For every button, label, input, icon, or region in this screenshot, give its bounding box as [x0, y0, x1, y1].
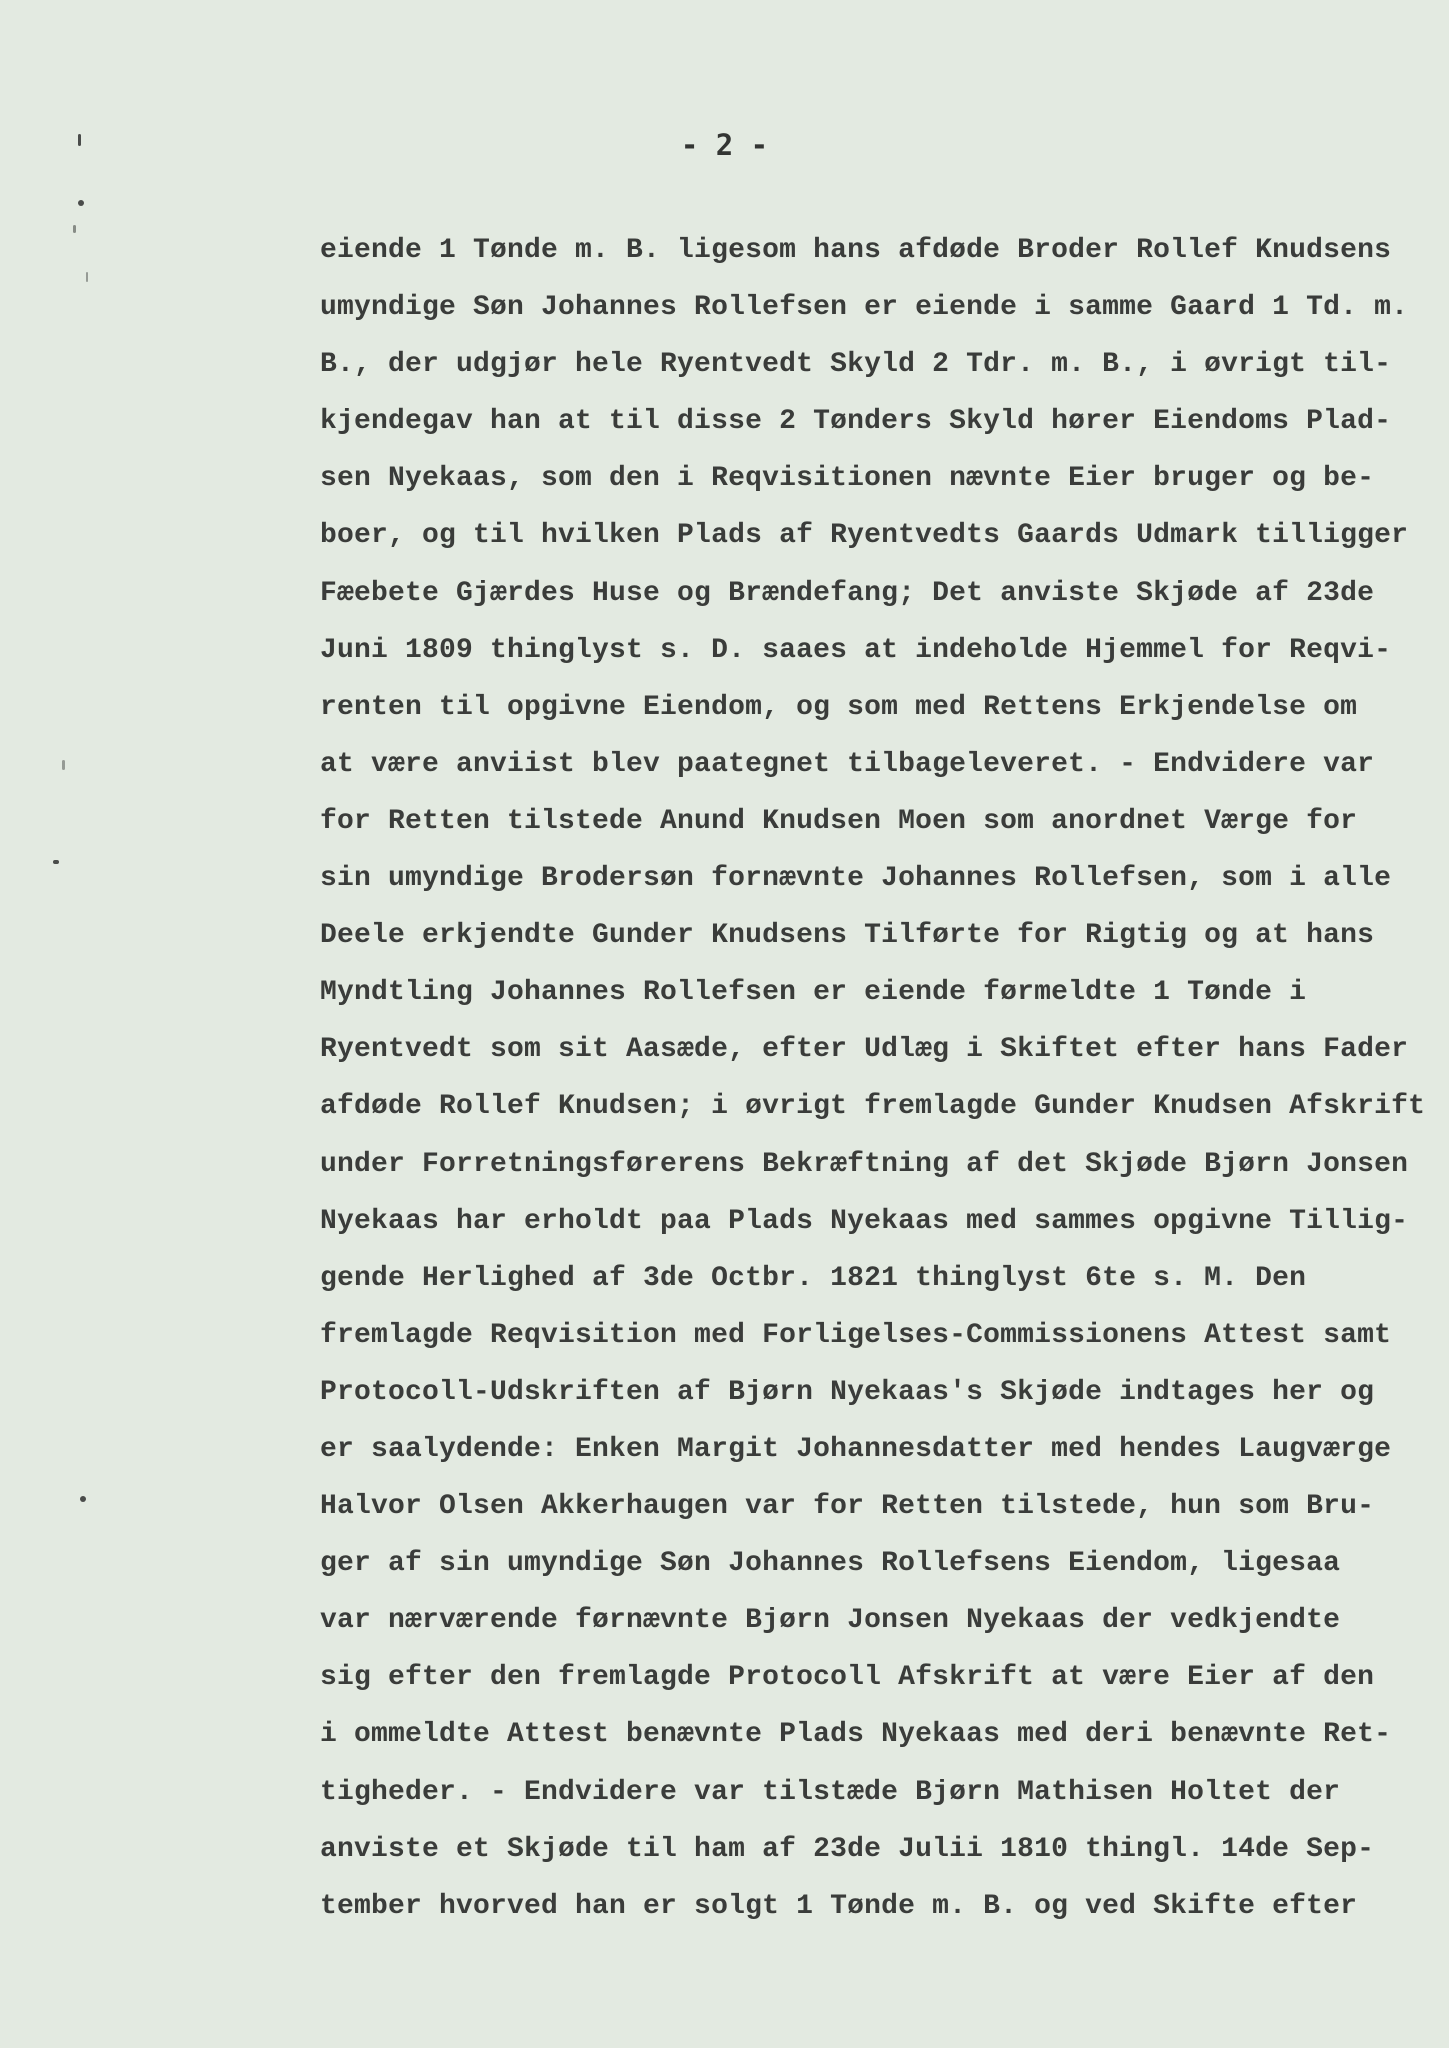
margin-mark: [86, 272, 88, 282]
text-line: var nærværende førnævnte Bjørn Jonsen Nyekaas der vedkjendte: [320, 1605, 1341, 1637]
page-number: - 2 -: [680, 128, 769, 162]
margin-mark: [62, 760, 65, 770]
text-line: umyndige Søn Johannes Rollefsen er eiende i samme Gaard 1 Td. m.: [320, 292, 1409, 324]
body-text: [320, 222, 1440, 1935]
text-line: sen Nyekaas, som den i Reqvisitionen nævnte Eier bruger og be-: [320, 463, 1375, 495]
text-line: sig efter den fremlagde Protocoll Afskrift at være Eier af den: [320, 1662, 1375, 1694]
text-line: anviste et Skjøde til ham af 23de Julii 1810 thingl. 14de Sep-: [320, 1833, 1375, 1865]
text-line: gende Herlighed af 3de Octbr. 1821 thinglyst 6te s. M. Den: [320, 1262, 1307, 1294]
text-line: er saalydende: Enken Margit Johannesdatter med hendes Laugværge: [320, 1433, 1392, 1465]
text-line: i ommeldte Attest benævnte Plads Nyekaas med deri benævnte Ret-: [320, 1719, 1392, 1751]
text-line: under Forretningsførerens Bekræftning af det Skjøde Bjørn Jonsen: [320, 1148, 1409, 1180]
margin-mark: [80, 1496, 86, 1502]
text-line: eiende 1 Tønde m. B. ligesom hans afdøde Broder Rollef Knudsens: [320, 235, 1392, 266]
text-line: Ryentvedt som sit Aasæde, efter Udlæg i Skiftet efter hans Fader: [320, 1034, 1409, 1066]
text-line: B., der udgjør hele Ryentvedt Skyld 2 Tdr. m. B., i øvrigt til-: [320, 349, 1392, 381]
text-line: Halvor Olsen Akkerhaugen var for Retten tilstede, hun som Bru-: [320, 1491, 1375, 1523]
text-line: afdøde Rollef Knudsen; i øvrigt fremlagde Gunder Knudsen Afskrift: [320, 1091, 1426, 1123]
text-line: Myndtling Johannes Rollefsen er eiende førmeldte 1 Tønde i: [320, 977, 1307, 1009]
text-line: kjendegav han at til disse 2 Tønders Skyld hører Eiendoms Plad-: [320, 406, 1392, 438]
text-line: sin umyndige Brodersøn fornævnte Johannes Rollefsen, som i alle: [320, 863, 1392, 895]
text-line: for Retten tilstede Anund Knudsen Moen som anordnet Værge for: [320, 805, 1358, 837]
text-line: ger af sin umyndige Søn Johannes Rollefsens Eiendom, ligesaa: [320, 1548, 1341, 1580]
margin-mark: [53, 860, 59, 864]
text-line: Fæebete Gjærdes Huse og Brændefang; Det anviste Skjøde af 23de: [320, 577, 1375, 609]
text-line: Nyekaas har erholdt paa Plads Nyekaas med sammes opgivne Tillig-: [320, 1205, 1409, 1237]
text-line: Juni 1809 thinglyst s. D. saaes at indeholde Hjemmel for Reqvi-: [320, 634, 1392, 666]
margin-mark: [73, 225, 76, 233]
margin-mark: [78, 200, 84, 206]
text-line: Protocoll-Udskriften af Bjørn Nyekaas's Skjøde indtages her og: [320, 1376, 1375, 1408]
text-line: tember hvorved han er solgt 1 Tønde m. B. og ved Skifte efter: [320, 1890, 1358, 1922]
text-line: Deele erkjendte Gunder Knudsens Tilførte for Rigtig og at hans: [320, 920, 1375, 952]
text-line: at være anviist blev paategnet tilbageleveret. - Endvidere var: [320, 748, 1375, 780]
text-line: tigheder. - Endvidere var tilstæde Bjørn Mathisen Holtet der: [320, 1776, 1341, 1808]
text-line: boer, og til hvilken Plads af Ryentvedts Gaards Udmark tilligger: [320, 520, 1409, 552]
text-line: renten til opgivne Eiendom, og som med Rettens Erkjendelse om: [320, 691, 1358, 723]
text-line: fremlagde Reqvisition med Forligelses-Commissionens Attest samt: [320, 1319, 1392, 1351]
